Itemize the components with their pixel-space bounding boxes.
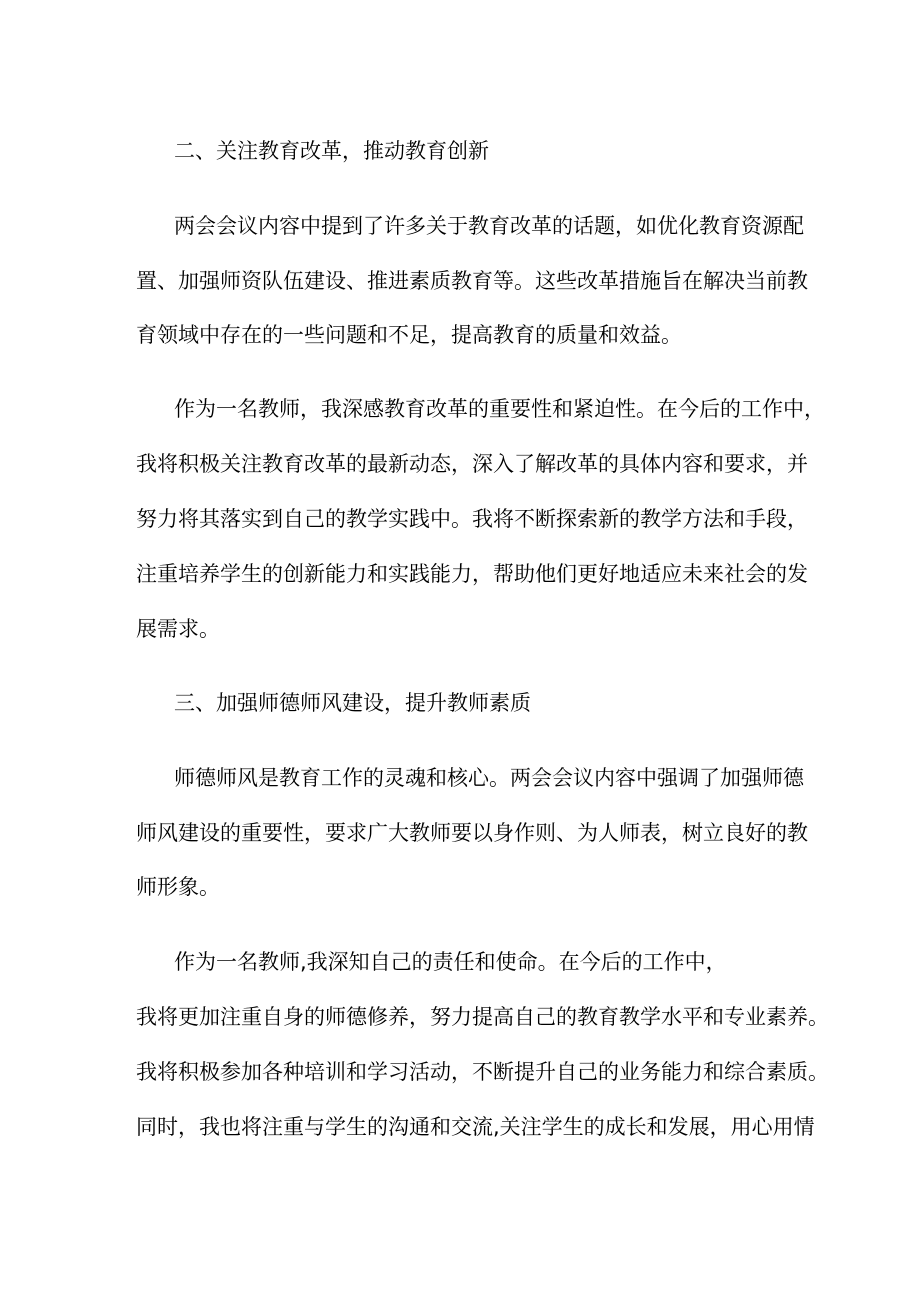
paragraph-line: 我将更加注重自身的师德修养，努力提高自己的教育教学水平和专业素养。 — [136, 1005, 829, 1029]
paragraph-line: 我将积极关注教育改革的最新动态，深入了解改革的具体内容和要求，并 — [136, 452, 808, 476]
paragraph-line: 两会会议内容中提到了许多关于教育改革的话题，如优化教育资源配 — [174, 214, 804, 238]
paragraph-line: 师德师风是教育工作的灵魂和核心。两会会议内容中强调了加强师德 — [174, 766, 804, 790]
paragraph-line: 师风建设的重要性，要求广大教师要以身作则、为人师表，树立良好的教 — [136, 821, 808, 845]
paragraph-line: 我将积极参加各种培训和学习活动，不断提升自己的业务能力和综合素质。 — [136, 1060, 829, 1084]
paragraph-line: 师形象。 — [136, 875, 220, 899]
paragraph-line: 展需求。 — [136, 617, 220, 641]
section-heading-teacher-ethics: 三、加强师德师风建设，提升教师素质 — [174, 691, 531, 715]
paragraph-line: 作为一名教师,我深知自己的责任和使命。在今后的工作中， — [174, 950, 727, 974]
paragraph-line: 注重培养学生的创新能力和实践能力，帮助他们更好地适应未来社会的发 — [136, 562, 808, 586]
paragraph-line: 置、加强师资队伍建设、推进素质教育等。这些改革措施旨在解决当前教 — [136, 269, 808, 293]
paragraph-line: 作为一名教师，我深感教育改革的重要性和紧迫性。在今后的工作中， — [174, 397, 825, 421]
paragraph-line: 育领域中存在的一些问题和不足，提高教育的质量和效益。 — [136, 323, 682, 347]
paragraph-line: 努力将其落实到自己的教学实践中。我将不断探索新的教学方法和手段， — [136, 507, 808, 531]
paragraph-line: 同时，我也将注重与学生的沟通和交流,关注学生的成长和发展，用心用情 — [136, 1115, 815, 1139]
section-heading-education-reform: 二、关注教育改革，推动教育创新 — [174, 139, 489, 163]
